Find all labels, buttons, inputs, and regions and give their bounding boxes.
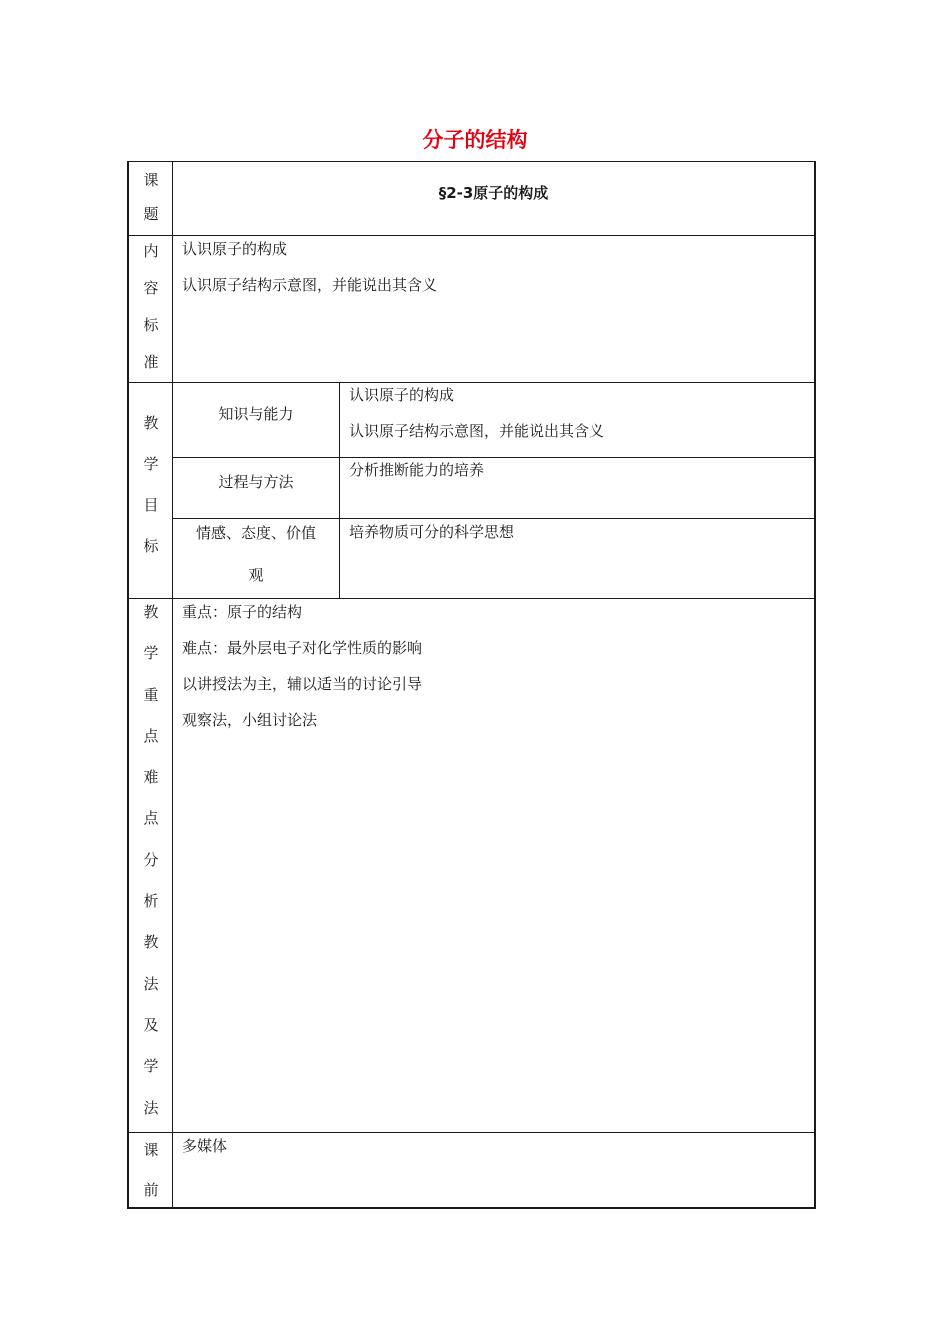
teaching-goals-label: 教 学 目 标	[143, 414, 159, 555]
row-divider	[129, 161, 814, 162]
content-standard-line: 认识原子的构成	[182, 240, 288, 258]
pre-class-label: 课 前	[143, 1141, 159, 1199]
goal-name-attitude: 情感、态度、价值	[195, 524, 316, 542]
topic-label: 课 题	[143, 171, 159, 223]
key-points-line: 重点：原子的结构	[182, 603, 303, 621]
goal-line: 分析推断能力的培养	[349, 461, 485, 479]
lesson-plan-table	[127, 161, 816, 1209]
document-title: 分子的结构	[422, 128, 528, 152]
key-points-line: 观察法，小组讨论法	[182, 711, 318, 729]
goal-name-knowledge: 知识与能力	[218, 405, 294, 423]
goal-line: 认识原子的构成	[349, 386, 455, 404]
key-points-line: 难点：最外层电子对化学性质的影响	[182, 639, 423, 657]
column-divider	[339, 382, 340, 598]
goal-name-process: 过程与方法	[218, 473, 294, 491]
pre-class-value: 多媒体	[182, 1137, 228, 1155]
row-divider	[129, 1132, 814, 1133]
key-points-label: 教 学 重 点 难 点 分 析 教 法 及 学 法	[143, 603, 159, 1117]
row-divider	[129, 382, 814, 383]
key-points-line: 以讲授法为主，辅以适当的讨论引导	[182, 675, 423, 693]
content-standard-label: 内 容 标 准	[143, 242, 159, 371]
row-divider	[173, 457, 814, 458]
goal-line: 培养物质可分的科学思想	[349, 523, 515, 541]
goal-name-attitude-cont: 观	[248, 566, 264, 584]
content-standard-line: 认识原子结构示意图，并能说出其含义	[182, 276, 438, 294]
goal-line: 认识原子结构示意图，并能说出其含义	[349, 422, 605, 440]
topic-value: §2-3原子的构成	[438, 184, 549, 202]
